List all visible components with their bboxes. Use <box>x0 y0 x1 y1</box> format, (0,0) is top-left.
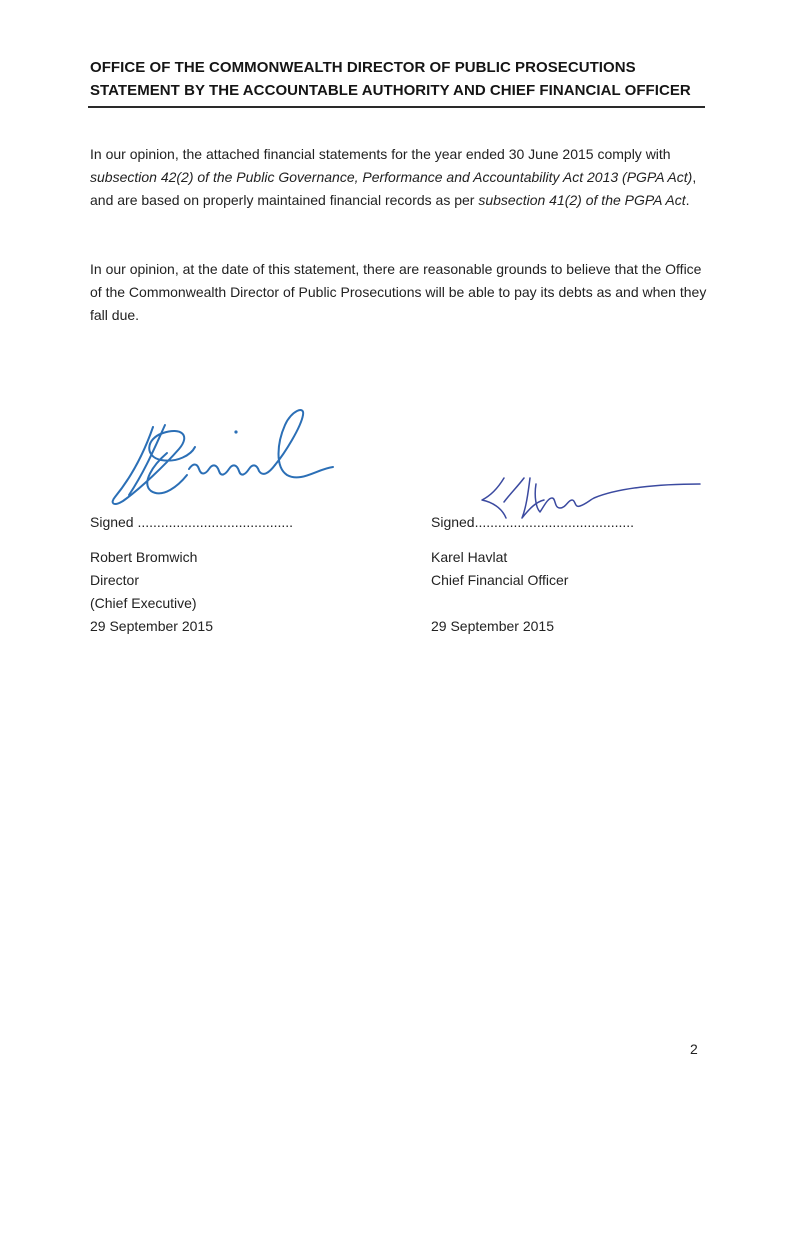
signature-left-image <box>105 405 340 515</box>
signed-line-right: Signed......................................... <box>431 514 635 530</box>
signatory-right <box>431 511 634 638</box>
paragraph-compliance <box>90 143 710 212</box>
signatory-left-date: 29 September 2015 <box>90 618 213 634</box>
signatory-left <box>90 511 293 638</box>
paragraph-compliance-italic-2: subsection 41(2) of the PGPA Act <box>478 192 686 208</box>
signatory-left-name: Robert Bromwich <box>90 549 198 565</box>
paragraph-compliance-text-1: In our opinion, the attached financial statements for the year ended 30 June 2015 comply with <box>90 146 671 162</box>
signatory-left-role: (Chief Executive) <box>90 595 197 611</box>
paragraph-compliance-italic-1: subsection 42(2) of the Public Governance, Performance and Accountability Act 2013 (PGPA Act) <box>90 169 693 185</box>
signatory-right-name: Karel Havlat <box>431 549 508 565</box>
paragraph-solvency: In our opinion, at the date of this statement, there are reasonable grounds to believe that the Office of the Commonwealth Director of Public Prosecutions will be able to pay its debts as and when they fall due. <box>90 261 707 323</box>
heading-line-1: OFFICE OF THE COMMONWEALTH DIRECTOR OF PUBLIC PROSECUTIONS <box>90 59 636 76</box>
heading-rule <box>88 106 705 108</box>
page-number: 2 <box>690 1041 698 1057</box>
signatory-left-title: Director <box>90 572 140 588</box>
paragraph-compliance-text-2: , and are based on properly maintained financial records as per <box>90 169 697 208</box>
heading-line-2: STATEMENT BY THE ACCOUNTABLE AUTHORITY AND CHIEF FINANCIAL OFFICER <box>90 82 691 99</box>
signatory-right-title: Chief Financial Officer <box>431 572 569 588</box>
paragraph-compliance-text-3: . <box>685 192 690 208</box>
signed-line-left: Signed ........................................ <box>90 514 294 530</box>
signatory-right-date: 29 September 2015 <box>431 618 554 634</box>
document-heading <box>90 56 705 102</box>
